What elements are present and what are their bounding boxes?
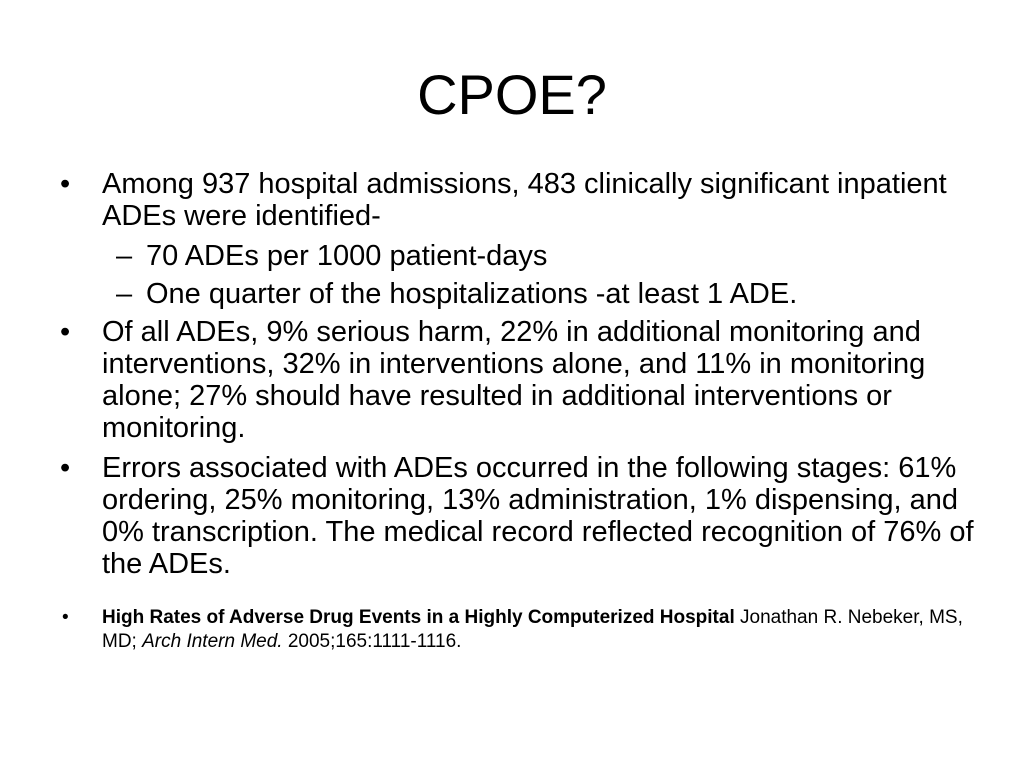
bullet-mark: • — [60, 316, 71, 348]
reference-journal: Arch Intern Med. — [142, 631, 283, 652]
slide-title: CPOE? — [417, 63, 607, 126]
sub-bullet-text: One quarter of the hospitalizations -at least 1 ADE. — [146, 278, 798, 310]
bullet-harm — [56, 316, 976, 444]
bullet-errors — [56, 452, 976, 580]
slide-body — [56, 168, 976, 654]
reference-citation-detail: 2005;165:1111-1116. — [282, 631, 462, 652]
bullet-mark: • — [60, 168, 71, 200]
sub-bullet-text: 70 ADEs per 1000 patient-days — [146, 240, 548, 272]
reference-citation — [56, 606, 982, 654]
bullet-text: Of all ADEs, 9% serious harm, 22% in additional monitoring and interventions, 32% in interventions alone, and 11% in monitoring alone; 27% should have resulted in additional interventions or monitoring. — [102, 316, 926, 444]
sub-bullet-rate — [56, 240, 976, 272]
bullet-admissions — [56, 168, 976, 232]
bullet-text: Errors associated with ADEs occurred in the following stages: 61% ordering, 25% monitoring, 13% administration, 1% dispensing, and 0% transcription. The medical record reflected recognition of 76% of the ADEs. — [102, 452, 974, 580]
bullet-mark: • — [62, 607, 69, 628]
bullet-text: Among 937 hospital admissions, 483 clinically significant inpatient ADEs were identified- — [102, 168, 947, 232]
bullet-mark: • — [60, 452, 71, 484]
reference-title: High Rates of Adverse Drug Events in a Highly Computerized Hospital — [102, 607, 735, 628]
sub-bullet-mark: – — [116, 240, 133, 272]
sub-bullet-quarter — [56, 278, 976, 310]
sub-bullet-mark: – — [116, 278, 133, 310]
reference-authors: Jonathan R. Nebeker, MS, MD; — [102, 607, 963, 652]
